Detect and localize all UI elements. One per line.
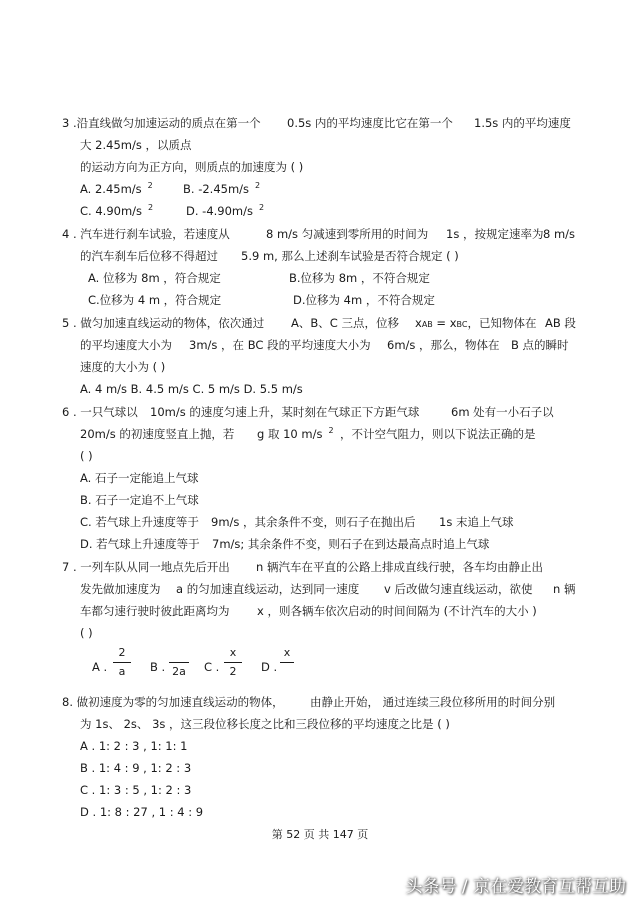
q5-line2c: 6m/s ，那么，物体在 — [387, 338, 500, 352]
q7-fd-den — [280, 665, 294, 679]
q8-line1: 8. 做初速度为零的匀加速直线运动的物体， — [62, 695, 284, 709]
q4-line1d: 8 m/s — [543, 227, 576, 241]
q7-line2d: n 辆 — [553, 582, 576, 596]
q5-line2d: B 点的瞬时 — [511, 338, 569, 352]
q4-line1: 4 . 汽车进行刹车试验，若速度从 — [62, 227, 230, 241]
q8-line1b: 由静止开始， 通过连续三段位移所用的时间分别 — [310, 695, 556, 709]
q7-line4: ( ) — [80, 626, 93, 640]
q5-options: A. 4 m/s B. 4.5 m/s C. 5 m/s D. 5.5 m/s — [80, 382, 303, 396]
q8-option-b: B . 1: 4 : 9 , 1: 2 : 3 — [80, 761, 192, 775]
q7-fb-num — [169, 646, 189, 660]
q7-option-a-fraction — [113, 646, 131, 679]
q3-option-c: C. 4.90m/s $^2$ — [80, 203, 154, 218]
q4-line2b: 5.9 m, 那么上述刹车试验是否符合规定 ( ) — [241, 249, 459, 263]
q6-option-b: B. 石子一定追不上气球 — [80, 493, 199, 507]
q5-line1b: A、B、C 三点，位移 — [291, 316, 399, 330]
q6-option-d: D. 若气球上升速度等于 — [80, 537, 200, 551]
q7-option-d-label: D . — [261, 660, 278, 674]
q7-line3b: x ，则各辆车依次启动的时间间隔为 (不计汽车的大小 ) — [257, 604, 537, 618]
q5-displacement: xAB = xBC，已知物体在 — [415, 316, 537, 330]
q6-line2: 20m/s 的初速度竖直上抛，若 — [80, 427, 235, 441]
q3-line2: 大 2.45m/s ，以质点 — [80, 138, 192, 152]
q7-option-c-fraction — [224, 646, 242, 679]
q6-option-c2: 9m/s ，其余条件不变，则石子在抛出后 — [211, 515, 416, 529]
q7-line2b: a 的匀加速直线运动，达到同一速度 — [176, 582, 360, 596]
q5-line1: 5 . 做匀加速直线运动的物体，依次通过 — [62, 316, 265, 330]
q3-line1b: 0.5s 内的平均速度比它在第一个 — [287, 116, 453, 130]
q4-option-b: B.位移为 8m ，不符合规定 — [289, 271, 430, 285]
q4-option-d: D.位移为 4m ，不符合规定 — [293, 293, 435, 307]
q3-option-b: B. -2.45m/s $^2$ — [183, 181, 261, 196]
q7-option-d-fraction — [280, 646, 294, 679]
q7-line2: 发先做加速度为 — [80, 582, 161, 596]
q3-line1c: 1.5s 内的平均速度 — [474, 116, 571, 130]
q7-option-b-fraction — [169, 646, 189, 679]
q7-fa-den: a — [118, 665, 126, 678]
q4-option-c: C.位移为 4 m ，符合规定 — [88, 293, 222, 307]
q6-line1: 6 . 一只气球以 — [62, 405, 138, 419]
q6-line2b: g 取 10 m/s $^2$ — [257, 426, 334, 441]
q6-line3: ( ) — [80, 449, 93, 463]
q6-option-c3: 1s 末追上气球 — [439, 515, 514, 529]
q7-line3: 车都匀速行驶时彼此距离均为 — [80, 604, 230, 618]
q4-line1c: 1s ，按规定速率为 — [446, 227, 544, 241]
q7-option-b-label: B . — [150, 660, 166, 674]
q7-fc-num: x — [229, 646, 237, 659]
q6-line1c: 6m 处有一小石子以 — [451, 405, 554, 419]
q6-line2c: ，不计空气阻力，则以下说法正确的是 — [340, 427, 536, 441]
q8-option-d: D . 1: 8 : 27 , 1 : 4 : 9 — [80, 805, 204, 819]
q6-line1b: 10m/s 的速度匀速上升，某时刻在气球正下方距气球 — [150, 405, 420, 419]
watermark-text: 头条号 / 京在爱教育互帮互助 — [405, 877, 626, 897]
q5-line2: 的平均速度大小为 — [80, 338, 172, 352]
q7-option-a-label: A . — [92, 660, 108, 674]
q7-line1: 7 . 一列车队从同一地点先后开出 — [62, 560, 230, 574]
q7-option-c-label: C . — [204, 660, 220, 674]
q3-line3: 的运动方向为正方向，则质点的加速度为 ( ) — [80, 160, 304, 174]
q7-line2c: v 后改做匀速直线运动，欲使 — [384, 582, 533, 596]
q4-line2: 的汽车刹车后位移不得超过 — [80, 249, 218, 263]
q7-fb-den: 2a — [172, 665, 186, 678]
q6-option-a: A. 石子一定能追上气球 — [80, 471, 199, 485]
q4-option-a: A. 位移为 8m ，符合规定 — [88, 271, 221, 285]
q5-line3: 速度的大小为 ( ) — [80, 360, 166, 374]
q7-fd-num: x — [283, 646, 291, 659]
q8-line2: 为 1s、 2s、 3s ，这三段位移长度之比和三段位移的平均速度之比是 ( ) — [80, 717, 450, 731]
q8-option-c: C . 1: 3 : 5 , 1: 2 : 3 — [80, 783, 192, 797]
q7-fc-den: 2 — [229, 665, 237, 678]
q3-option-d: D. -4.90m/s $^2$ — [186, 203, 265, 218]
q6-option-d2: 7m/s; 其余条件不变，则石子在到达最高点时追上气球 — [212, 537, 490, 551]
q3-option-a: A. 2.45m/s $^2$ — [80, 181, 153, 196]
q8-option-a: A . 1: 2 : 3 , 1: 1: 1 — [80, 739, 188, 753]
q6-option-c: C. 若气球上升速度等于 — [80, 515, 199, 529]
q4-line1b: 8 m/s 匀减速到零所用的时间为 — [266, 227, 429, 241]
q7-line1b: n 辆汽车在平直的公路上排成直线行驶，各车均由静止出 — [256, 560, 543, 574]
page-footer: 第 52 页 共 147 页 — [271, 828, 369, 841]
q3-line1: 3 .沿直线做匀加速运动的质点在第一个 — [62, 116, 261, 130]
q5-line1f: AB 段 — [545, 316, 576, 330]
q5-line2b: 3m/s ，在 BC 段的平均速度大小为 — [189, 338, 371, 352]
q7-fa-num: 2 — [118, 646, 126, 659]
